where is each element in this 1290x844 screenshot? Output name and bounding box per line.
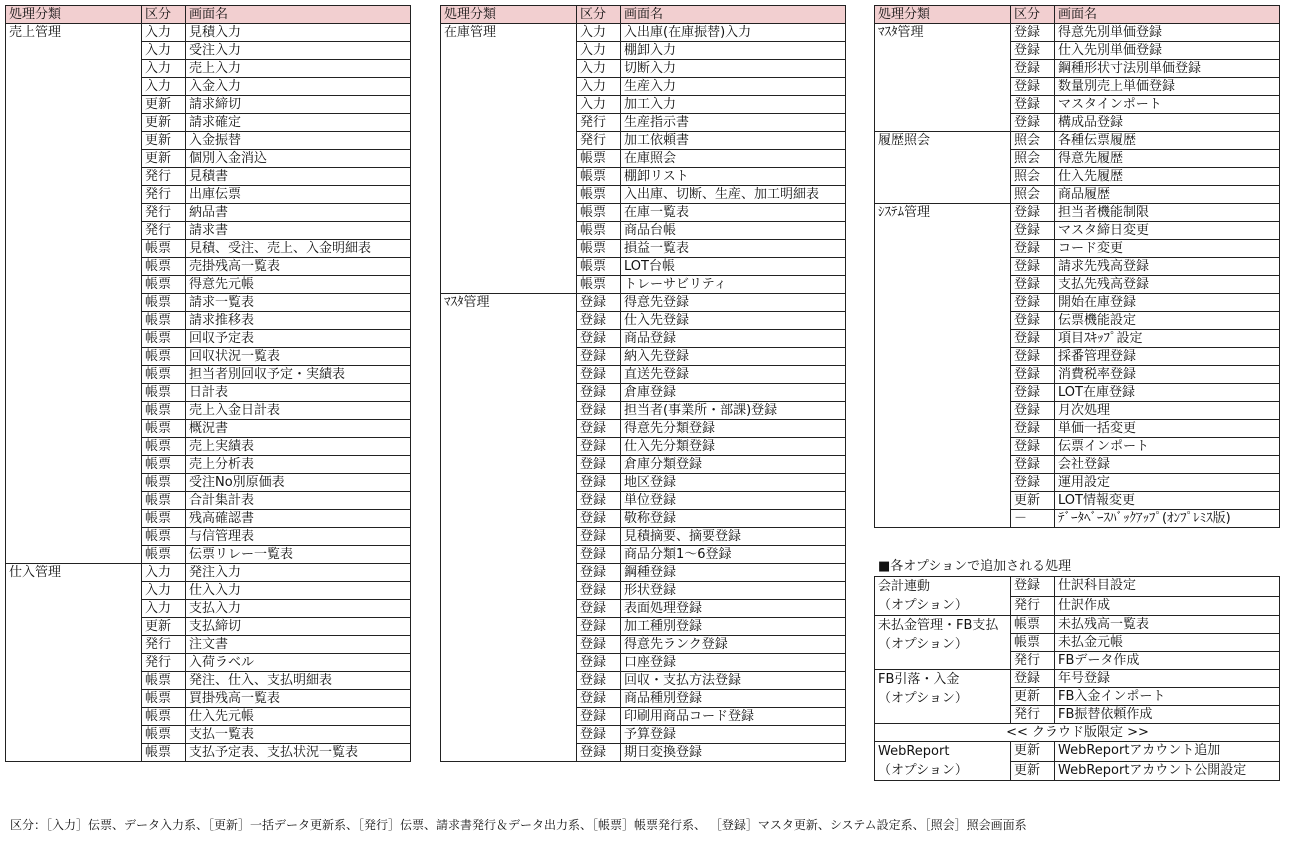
kubun-cell: 登録: [577, 384, 621, 402]
screen-name-cell: FB入金インポート: [1055, 688, 1280, 706]
screen-name-cell: コード変更: [1055, 240, 1280, 258]
screen-name-cell: 生産指示書: [621, 114, 846, 132]
kubun-cell: 登録: [1011, 204, 1055, 222]
option-name: 未払金管理・FB支払: [878, 618, 999, 633]
option-name: 会計連動: [878, 579, 931, 594]
kubun-cell: 照会: [1011, 150, 1055, 168]
screen-name-cell: 担当者別回収予定・実績表: [186, 366, 411, 384]
screen-name-cell: マスタ締日変更: [1055, 222, 1280, 240]
screen-name-cell: 売上実績表: [186, 438, 411, 456]
screen-name-cell: 支払入力: [186, 600, 411, 618]
screen-name-cell: 得意先元帳: [186, 276, 411, 294]
screen-name-cell: 回収状況一覧表: [186, 348, 411, 366]
options-section-title: ■各オプションで追加される処理: [878, 559, 1072, 574]
category-group: ｼｽﾃﾑ管理: [875, 204, 1011, 528]
kubun-cell: 帳票: [142, 240, 186, 258]
kubun-cell: 帳票: [142, 708, 186, 726]
category-group: 履歴照会: [875, 132, 1011, 204]
header-screen-name: 画面名: [621, 6, 846, 24]
screen-name-cell: 形状登録: [621, 582, 846, 600]
kubun-cell: 登録: [577, 708, 621, 726]
screen-name-cell: 請求推移表: [186, 312, 411, 330]
kubun-cell: 帳票: [577, 150, 621, 168]
screen-name-cell: 加工種別登録: [621, 618, 846, 636]
screen-name-cell: マスタインポート: [1055, 96, 1280, 114]
table-row: [875, 132, 1280, 150]
cloud-note-row: [875, 724, 1280, 742]
function-table-1: [5, 5, 411, 762]
kubun-cell: 登録: [577, 726, 621, 744]
kubun-cell: 登録: [1011, 114, 1055, 132]
screen-name-cell: 棚卸入力: [621, 42, 846, 60]
screen-name-cell: 請求確定: [186, 114, 411, 132]
kubun-cell: 登録: [577, 330, 621, 348]
kubun-cell: 更新: [1011, 688, 1055, 706]
function-table-3: [874, 5, 1280, 528]
screen-name-cell: 口座登録: [621, 654, 846, 672]
kubun-cell: 帳票: [577, 222, 621, 240]
kubun-cell: 帳票: [142, 402, 186, 420]
screen-name-cell: 棚卸リスト: [621, 168, 846, 186]
kubun-cell: 帳票: [577, 258, 621, 276]
kubun-cell: 入力: [142, 78, 186, 96]
screen-name-cell: 見積書: [186, 168, 411, 186]
screen-name-cell: 仕入先履歴: [1055, 168, 1280, 186]
screen-name-cell: 入出庫、切断、生産、加工明細表: [621, 186, 846, 204]
screen-name-cell: LOT在庫登録: [1055, 384, 1280, 402]
screen-name-cell: 未払金元帳: [1055, 634, 1280, 652]
cloud-only-note: << クラウド版限定 >>: [875, 724, 1280, 742]
category-group: 仕入管理: [6, 564, 142, 762]
screen-name-cell: 見積、受注、売上、入金明細表: [186, 240, 411, 258]
kubun-cell: 登録: [577, 528, 621, 546]
kubun-cell: 発行: [1011, 706, 1055, 724]
kubun-cell: 帳票: [1011, 634, 1055, 652]
screen-name-cell: 未払残高一覧表: [1055, 616, 1280, 634]
screen-name-cell: 納入先登録: [621, 348, 846, 366]
kubun-cell: 登録: [1011, 78, 1055, 96]
kubun-cell: 入力: [577, 60, 621, 78]
screen-name-cell: 仕入先別単価登録: [1055, 42, 1280, 60]
screen-name-cell: 伝票インポート: [1055, 438, 1280, 456]
screen-name-cell: 在庫照会: [621, 150, 846, 168]
kubun-cell: 発行: [1011, 596, 1055, 616]
screen-name-cell: 売上分析表: [186, 456, 411, 474]
screen-name-cell: 注文書: [186, 636, 411, 654]
screen-name-cell: 加工入力: [621, 96, 846, 114]
kubun-cell: 帳票: [142, 330, 186, 348]
table-row: [875, 670, 1280, 688]
screen-name-cell: 得意先登録: [621, 294, 846, 312]
screen-name-cell: 印刷用商品コード登録: [621, 708, 846, 726]
header-row: [6, 6, 411, 24]
screen-name-cell: 日計表: [186, 384, 411, 402]
kubun-cell: 照会: [1011, 168, 1055, 186]
kubun-cell: 発行: [577, 132, 621, 150]
kubun-cell: 入力: [142, 42, 186, 60]
kubun-cell: 入力: [142, 60, 186, 78]
kubun-cell: 帳票: [577, 276, 621, 294]
kubun-cell: 登録: [1011, 420, 1055, 438]
kubun-cell: 発行: [577, 114, 621, 132]
kubun-cell: 入力: [577, 24, 621, 42]
screen-name-cell: 表面処理登録: [621, 600, 846, 618]
kubun-cell: 登録: [1011, 222, 1055, 240]
option-name: WebReport: [878, 744, 950, 759]
header-row: [441, 6, 846, 24]
screen-name-cell: 残高確認書: [186, 510, 411, 528]
kubun-cell: 帳票: [142, 348, 186, 366]
screen-name-cell: 倉庫分類登録: [621, 456, 846, 474]
option-group: [875, 616, 1011, 670]
screen-name-cell: 得意先別単価登録: [1055, 24, 1280, 42]
screen-name-cell: 商品履歴: [1055, 186, 1280, 204]
screen-name-cell: 消費税率登録: [1055, 366, 1280, 384]
table-row: [875, 742, 1280, 762]
screen-name-cell: 仕訳作成: [1055, 596, 1280, 616]
kubun-cell: 登録: [1011, 24, 1055, 42]
header-screen-name: 画面名: [186, 6, 411, 24]
category-group: 在庫管理: [441, 24, 577, 294]
kubun-cell: 帳票: [142, 384, 186, 402]
screen-name-cell: 見積入力: [186, 24, 411, 42]
kubun-cell: 登録: [1011, 438, 1055, 456]
kubun-cell: 登録: [577, 474, 621, 492]
screen-name-cell: 仕入先分類登録: [621, 438, 846, 456]
screen-name-cell: 発注、仕入、支払明細表: [186, 672, 411, 690]
screen-name-cell: 合計集計表: [186, 492, 411, 510]
kubun-cell: 登録: [577, 510, 621, 528]
kubun-cell: 登録: [577, 492, 621, 510]
screen-name-cell: 商品登録: [621, 330, 846, 348]
screen-name-cell: 請求書: [186, 222, 411, 240]
kubun-cell: 更新: [142, 618, 186, 636]
screen-name-cell: 請求一覧表: [186, 294, 411, 312]
screen-name-cell: LOT情報変更: [1055, 492, 1280, 510]
header-kubun: 区分: [142, 6, 186, 24]
kubun-cell: 登録: [577, 600, 621, 618]
kubun-cell: 発行: [142, 186, 186, 204]
kubun-cell: 登録: [1011, 42, 1055, 60]
kubun-cell: 登録: [1011, 366, 1055, 384]
kubun-cell: 帳票: [142, 456, 186, 474]
kubun-cell: 照会: [1011, 132, 1055, 150]
kubun-cell: 登録: [577, 636, 621, 654]
kubun-cell: 照会: [1011, 186, 1055, 204]
table-row: [875, 616, 1280, 634]
header-category: 処理分類: [441, 6, 577, 24]
kubun-cell: 入力: [577, 42, 621, 60]
kubun-cell: 帳票: [142, 258, 186, 276]
screen-name-cell: 入金振替: [186, 132, 411, 150]
screen-name-cell: FB振替依頼作成: [1055, 706, 1280, 724]
kubun-cell: 帳票: [142, 690, 186, 708]
kubun-cell: 帳票: [142, 672, 186, 690]
header-kubun: 区分: [1011, 6, 1055, 24]
screen-name-cell: 入出庫(在庫振替)入力: [621, 24, 846, 42]
header-kubun: 区分: [577, 6, 621, 24]
kubun-cell: 更新: [1011, 492, 1055, 510]
screen-name-cell: 商品分類1～6登録: [621, 546, 846, 564]
screen-name-cell: 仕入先登録: [621, 312, 846, 330]
screen-name-cell: 地区登録: [621, 474, 846, 492]
screen-name-cell: 支払先残高登録: [1055, 276, 1280, 294]
screen-name-cell: 与信管理表: [186, 528, 411, 546]
kubun-cell: 登録: [1011, 670, 1055, 688]
screen-name-cell: 仕訳科目設定: [1055, 577, 1280, 597]
option-label: （オプション）: [878, 691, 968, 706]
table-row: [6, 564, 411, 582]
kubun-cell: 登録: [577, 402, 621, 420]
header-screen-name: 画面名: [1055, 6, 1280, 24]
screen-name-cell: WebReportアカウント追加: [1055, 742, 1280, 762]
kubun-cell: 帳票: [142, 294, 186, 312]
option-name: FB引落・入金: [878, 672, 960, 687]
kubun-cell: 登録: [1011, 96, 1055, 114]
screen-name-cell: 売上入力: [186, 60, 411, 78]
kubun-cell: 入力: [577, 96, 621, 114]
kubun-cell: 帳票: [577, 240, 621, 258]
screen-name-cell: 仕入先元帳: [186, 708, 411, 726]
kubun-cell: 登録: [577, 312, 621, 330]
kubun-cell: 登録: [1011, 330, 1055, 348]
option-group: [875, 577, 1011, 616]
screen-name-cell: 受注No別原価表: [186, 474, 411, 492]
kubun-cell: 発行: [142, 654, 186, 672]
kubun-cell: 入力: [577, 78, 621, 96]
kubun-cell: 登録: [577, 690, 621, 708]
screen-name-cell: 担当者(事業所・部課)登録: [621, 402, 846, 420]
kubun-cell: 登録: [1011, 258, 1055, 276]
screen-name-cell: 単価一括変更: [1055, 420, 1280, 438]
screen-name-cell: 売上入金日計表: [186, 402, 411, 420]
screen-name-cell: トレーサビリティ: [621, 276, 846, 294]
kubun-cell: 帳票: [142, 438, 186, 456]
header-row: [875, 6, 1280, 24]
table-row: [441, 24, 846, 42]
options-table: [874, 576, 1280, 781]
option-label: （オプション）: [878, 637, 968, 652]
kubun-cell: 登録: [577, 744, 621, 762]
kubun-cell: 登録: [1011, 240, 1055, 258]
screen-name-cell: 伝票リレー一覧表: [186, 546, 411, 564]
kubun-cell: 帳票: [577, 168, 621, 186]
kubun-cell: 登録: [1011, 577, 1055, 597]
kubun-cell: 帳票: [142, 492, 186, 510]
kubun-cell: 帳票: [142, 366, 186, 384]
screen-name-cell: 買掛残高一覧表: [186, 690, 411, 708]
screen-name-cell: 個別入金消込: [186, 150, 411, 168]
kubun-cell: 入力: [142, 582, 186, 600]
screen-name-cell: 商品種別登録: [621, 690, 846, 708]
legend-note: 区分：［入力］伝票、データ入力系、［更新］一括データ更新系、［発行］伝票、請求書発行＆データ出力系、［帳票］帳票発行系、 ［登録］マスタ更新、システム設定系、［照会］照会画面系: [10, 818, 1027, 832]
kubun-cell: 帳票: [142, 312, 186, 330]
screen-name-cell: 採番管理登録: [1055, 348, 1280, 366]
table-row: [875, 24, 1280, 42]
screen-name-cell: 請求先残高登録: [1055, 258, 1280, 276]
category-group: 売上管理: [6, 24, 142, 564]
screen-name-cell: ﾃﾞｰﾀﾍﾞｰｽﾊﾞｯｸｱｯﾌﾟ(ｵﾝﾌﾟﾚﾐｽ版): [1055, 510, 1280, 528]
kubun-cell: 更新: [142, 150, 186, 168]
screen-name-cell: 予算登録: [621, 726, 846, 744]
screen-name-cell: 敬称登録: [621, 510, 846, 528]
screen-name-cell: 担当者機能制限: [1055, 204, 1280, 222]
kubun-cell: 帳票: [577, 204, 621, 222]
kubun-cell: 発行: [1011, 652, 1055, 670]
kubun-cell: 登録: [577, 654, 621, 672]
option-label: （オプション）: [878, 763, 968, 778]
screen-name-cell: 納品書: [186, 204, 411, 222]
kubun-cell: 登録: [577, 438, 621, 456]
kubun-cell: 登録: [577, 420, 621, 438]
kubun-cell: 入力: [142, 24, 186, 42]
kubun-cell: 登録: [1011, 312, 1055, 330]
kubun-cell: 帳票: [142, 726, 186, 744]
kubun-cell: 登録: [1011, 474, 1055, 492]
table-row: [441, 294, 846, 312]
screen-name-cell: 入荷ラベル: [186, 654, 411, 672]
screen-name-cell: 得意先分類登録: [621, 420, 846, 438]
table-row: [875, 577, 1280, 597]
option-label: （オプション）: [878, 598, 968, 613]
screen-name-cell: 在庫一覧表: [621, 204, 846, 222]
kubun-cell: 登録: [577, 348, 621, 366]
kubun-cell: 登録: [577, 456, 621, 474]
kubun-cell: 更新: [142, 114, 186, 132]
screen-name-cell: 構成品登録: [1055, 114, 1280, 132]
screen-name-cell: 商品台帳: [621, 222, 846, 240]
function-table-2: [440, 5, 846, 762]
screen-name-cell: 年号登録: [1055, 670, 1280, 688]
screen-name-cell: 回収・支払方法登録: [621, 672, 846, 690]
header-category: 処理分類: [6, 6, 142, 24]
screen-name-cell: 支払一覧表: [186, 726, 411, 744]
screen-name-cell: 各種伝票履歴: [1055, 132, 1280, 150]
kubun-cell: 登録: [1011, 402, 1055, 420]
kubun-cell: 更新: [142, 132, 186, 150]
kubun-cell: 発行: [142, 222, 186, 240]
screen-name-cell: 開始在庫登録: [1055, 294, 1280, 312]
screen-name-cell: 月次処理: [1055, 402, 1280, 420]
kubun-cell: 帳票: [142, 474, 186, 492]
option-group: [875, 742, 1011, 781]
screen-name-cell: 得意先履歴: [1055, 150, 1280, 168]
table-row: [6, 24, 411, 42]
option-group: [875, 670, 1011, 724]
screen-name-cell: FBデータ作成: [1055, 652, 1280, 670]
screen-name-cell: 直送先登録: [621, 366, 846, 384]
kubun-cell: 帳票: [142, 510, 186, 528]
kubun-cell: 帳票: [142, 744, 186, 762]
screen-name-cell: 加工依頼書: [621, 132, 846, 150]
kubun-cell: －: [1011, 510, 1055, 528]
screen-name-cell: 支払締切: [186, 618, 411, 636]
kubun-cell: 登録: [1011, 276, 1055, 294]
screen-name-cell: LOT台帳: [621, 258, 846, 276]
kubun-cell: 帳票: [1011, 616, 1055, 634]
screen-name-cell: 回収予定表: [186, 330, 411, 348]
table-row: [875, 204, 1280, 222]
kubun-cell: 入力: [142, 600, 186, 618]
category-group: ﾏｽﾀ管理: [441, 294, 577, 762]
kubun-cell: 帳票: [142, 276, 186, 294]
kubun-cell: 登録: [1011, 456, 1055, 474]
kubun-cell: 登録: [577, 564, 621, 582]
screen-name-cell: 支払予定表、支払状況一覧表: [186, 744, 411, 762]
screen-name-cell: 鋼種形状寸法別単価登録: [1055, 60, 1280, 78]
screen-name-cell: 請求締切: [186, 96, 411, 114]
kubun-cell: 登録: [577, 546, 621, 564]
kubun-cell: 更新: [1011, 742, 1055, 762]
header-category: 処理分類: [875, 6, 1011, 24]
kubun-cell: 登録: [1011, 384, 1055, 402]
screen-name-cell: 運用設定: [1055, 474, 1280, 492]
screen-name-cell: 受注入力: [186, 42, 411, 60]
kubun-cell: 更新: [1011, 761, 1055, 781]
screen-name-cell: 倉庫登録: [621, 384, 846, 402]
screen-name-cell: 出庫伝票: [186, 186, 411, 204]
kubun-cell: 帳票: [142, 546, 186, 564]
screen-name-cell: 入金入力: [186, 78, 411, 96]
screen-name-cell: 単位登録: [621, 492, 846, 510]
category-group: ﾏｽﾀ管理: [875, 24, 1011, 132]
screen-name-cell: 発注入力: [186, 564, 411, 582]
screen-name-cell: 鋼種登録: [621, 564, 846, 582]
screen-name-cell: 生産入力: [621, 78, 846, 96]
screen-name-cell: 期日変換登録: [621, 744, 846, 762]
kubun-cell: 登録: [577, 366, 621, 384]
kubun-cell: 帳票: [142, 528, 186, 546]
screen-name-cell: 損益一覧表: [621, 240, 846, 258]
screen-name-cell: 概況書: [186, 420, 411, 438]
screen-name-cell: 売掛残高一覧表: [186, 258, 411, 276]
kubun-cell: 帳票: [577, 186, 621, 204]
screen-name-cell: 数量別売上単価登録: [1055, 78, 1280, 96]
screen-name-cell: 得意先ランク登録: [621, 636, 846, 654]
kubun-cell: 登録: [577, 582, 621, 600]
kubun-cell: 登録: [1011, 294, 1055, 312]
kubun-cell: 登録: [1011, 60, 1055, 78]
kubun-cell: 帳票: [142, 420, 186, 438]
kubun-cell: 発行: [142, 636, 186, 654]
screen-name-cell: 会社登録: [1055, 456, 1280, 474]
screen-name-cell: 伝票機能設定: [1055, 312, 1280, 330]
kubun-cell: 入力: [142, 564, 186, 582]
screen-name-cell: 仕入入力: [186, 582, 411, 600]
kubun-cell: 登録: [577, 672, 621, 690]
kubun-cell: 登録: [577, 618, 621, 636]
kubun-cell: 発行: [142, 168, 186, 186]
screen-name-cell: 見積摘要、摘要登録: [621, 528, 846, 546]
kubun-cell: 更新: [142, 96, 186, 114]
kubun-cell: 登録: [577, 294, 621, 312]
kubun-cell: 登録: [1011, 348, 1055, 366]
kubun-cell: 発行: [142, 204, 186, 222]
screen-name-cell: WebReportアカウント公開設定: [1055, 761, 1280, 781]
screen-name-cell: 切断入力: [621, 60, 846, 78]
screen-name-cell: 項目ｽｷｯﾌﾟ設定: [1055, 330, 1280, 348]
